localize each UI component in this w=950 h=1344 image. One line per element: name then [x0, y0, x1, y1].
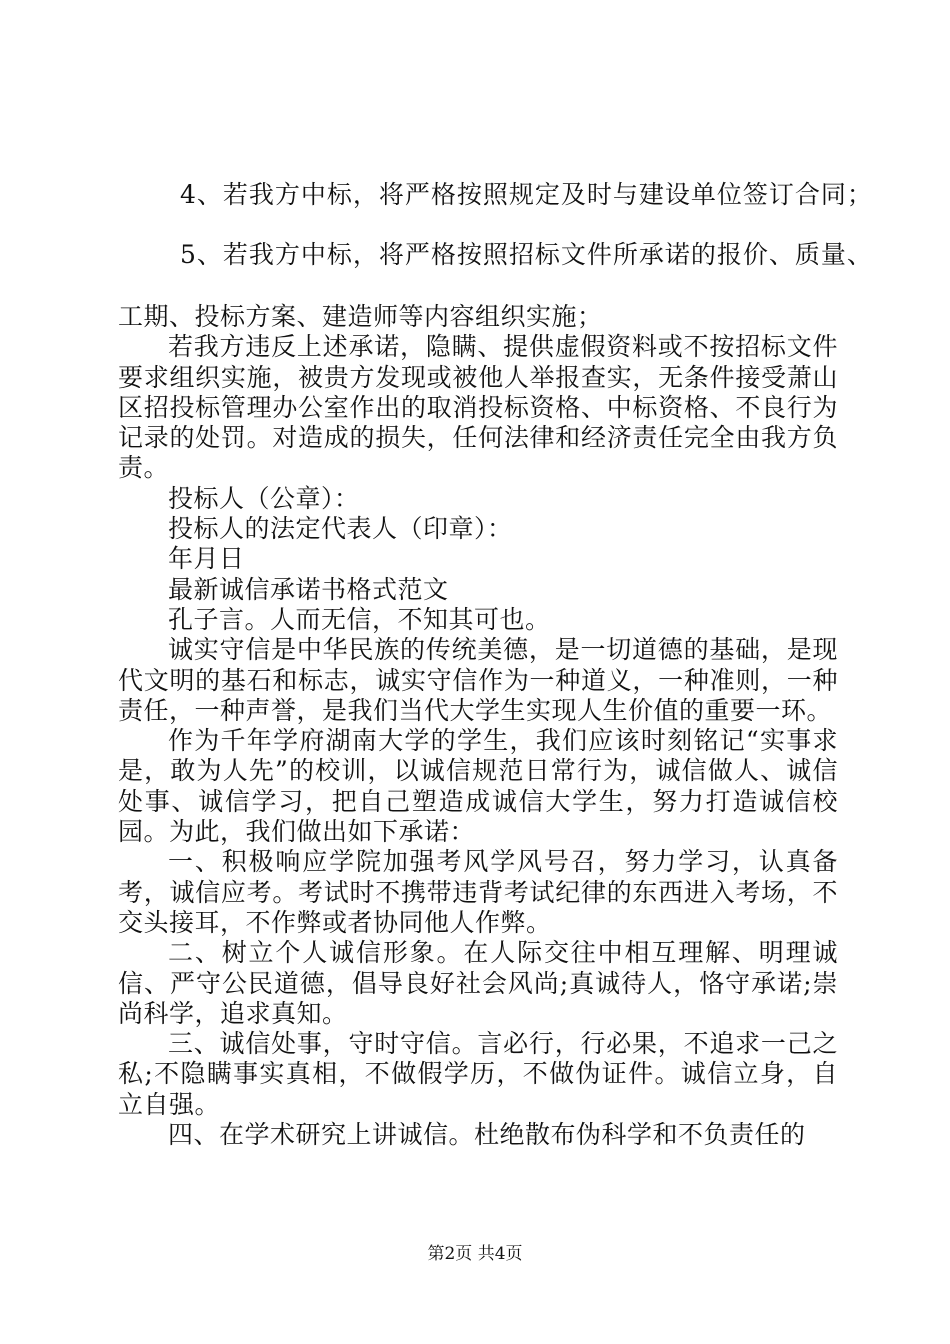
confucius-quote: 孔子言。人而无信，不知其可也。 [168, 604, 551, 634]
paragraph-commitment-2: 二、树立个人诚信形象。在人际交往中相互理解、明理诚信、严守公民道德，倡导良好社会风尚;真诚待人，恪守承诺;崇尚科学，追求真知。 [118, 938, 838, 1028]
paragraph-continuation: 工期、投标方案、建造师等内容组织实施； [118, 302, 603, 331]
date-line: 年月日 [168, 544, 245, 574]
page-number-footer: 第2页 共4页 [427, 1244, 523, 1264]
section-title: 最新诚信承诺书格式范文 [168, 574, 449, 604]
document-body [118, 302, 838, 1150]
paragraph-integrity-virtue: 诚实守信是中华民族的传统美德，是一切道德的基础，是现代文明的基石和标志，诚实守信作为一种道义，一种准则，一种责任，一种声誉，是我们当代大学生实现人生价值的重要一环。 [118, 635, 838, 725]
legal-representative-line: 投标人的法定代表人（印章）： [168, 514, 513, 544]
paragraph-commitment-3: 三、诚信处事，守时守信。言必行，行必果，不追求一己之私;不隐瞒事实真相，不做假学历，不做伪证件。诚信立身，自立自强。 [118, 1029, 838, 1119]
paragraph-commitment-4: 四、在学术研究上讲诚信。杜绝散布伪科学和不负责任的 [168, 1120, 806, 1150]
commitment-item-5: 5、若我方中标，将严格按照招标文件所承诺的报价、质量、 [180, 240, 873, 269]
paragraph-hunan-university: 作为千年学府湖南大学的学生，我们应该时刻铭记“实事求是，敢为人先”的校训，以诚信规范日常行为，诚信做人、诚信处事、诚信学习，把自己塑造成诚信大学生，努力打造诚信校园。为此，我们做出如下承诺： [118, 726, 838, 847]
paragraph-commitment-1: 一、积极响应学院加强考风学风号召，努力学习，认真备考，诚信应考。考试时不携带违背考试纪律的东西进入考场，不交头接耳，不作弊或者协同他人作弊。 [118, 847, 838, 937]
paragraph-violation-clause: 若我方违反上述承诺，隐瞒、提供虚假资料或不按招标文件要求组织实施，被贵方发现或被他人举报查实，无条件接受萧山区招投标管理办公室作出的取消投标资格、中标资格、不良行为记录的处罚。对造成的损失，任何法律和经济责任完全由我方负责。 [118, 332, 838, 483]
commitment-item-4: 4、若我方中标，将严格按照规定及时与建设单位签订合同； [180, 180, 873, 209]
bidder-seal-line: 投标人（公章）： [168, 483, 360, 513]
